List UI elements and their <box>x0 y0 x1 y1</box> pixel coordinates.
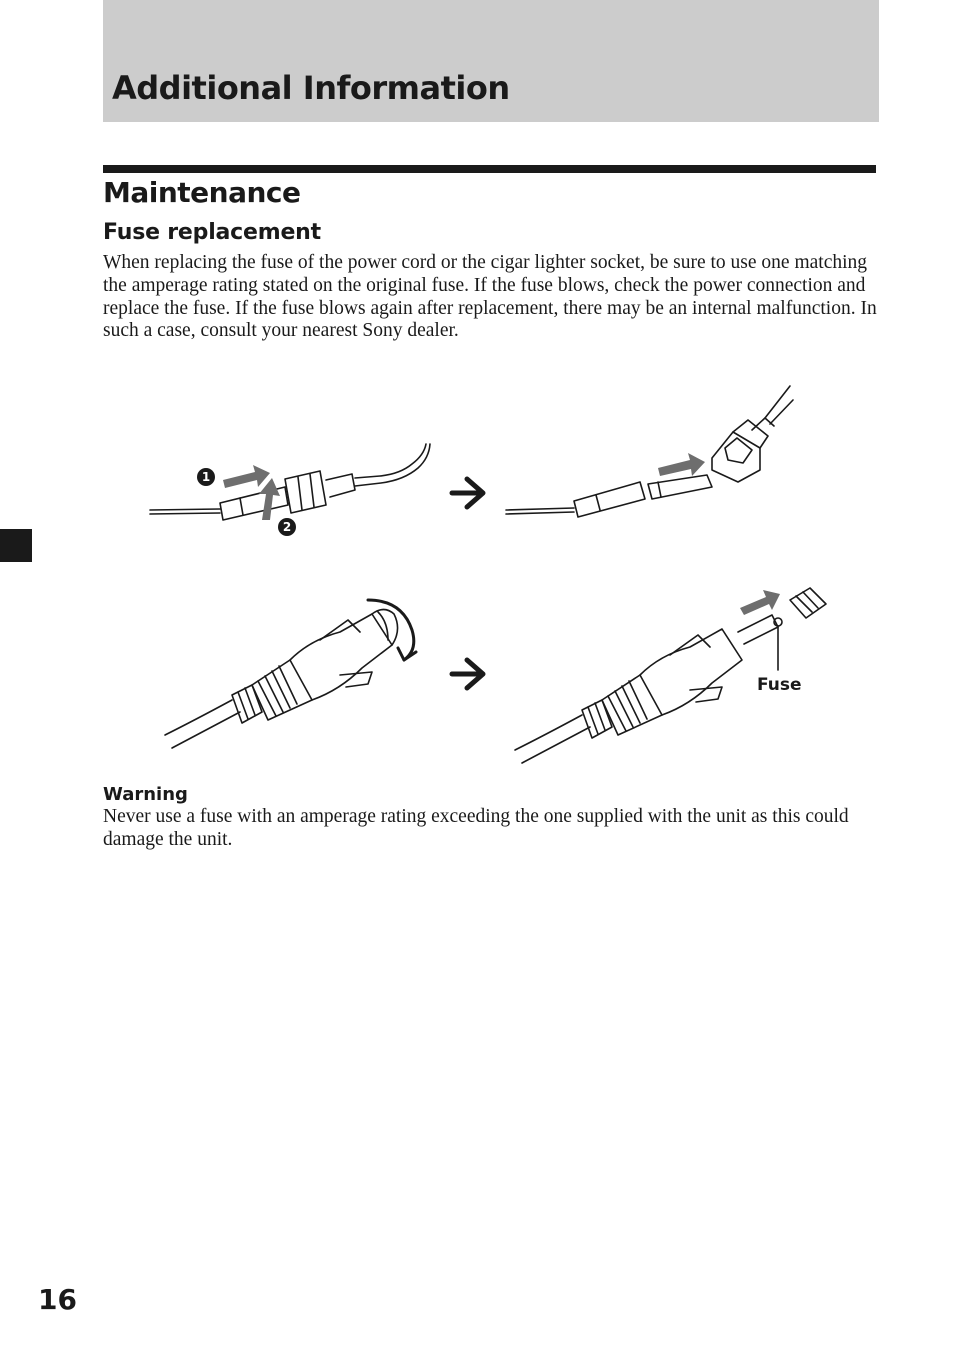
section-title: Maintenance <box>103 176 301 209</box>
inline-fuse-holder-closed-drawing <box>150 444 430 520</box>
cigar-lighter-plug-closed-drawing <box>165 610 398 749</box>
push-arrow-1 <box>223 465 270 488</box>
inline-fuse-holder-open-drawing <box>506 386 793 517</box>
warning-paragraph: Never use a fuse with an amperage rating exceeding the one supplied with the unit as this could damage the unit. <box>103 806 849 850</box>
next-step-arrow-icon-2 <box>452 660 483 688</box>
push-arrow-2 <box>259 478 280 520</box>
chapter-title: Additional Information <box>112 69 510 107</box>
rotate-arrow-icon <box>368 600 416 660</box>
step-marker-2-label: 2 <box>282 520 292 534</box>
page-number: 16 <box>38 1283 77 1316</box>
step-marker-1-label: 1 <box>201 470 211 484</box>
push-arrow-3 <box>658 453 705 476</box>
warning-title: Warning <box>103 784 188 805</box>
fuse-label: Fuse <box>757 675 802 695</box>
next-step-arrow-icon <box>452 479 483 507</box>
subsection-title: Fuse replacement <box>103 220 321 245</box>
pull-arrow <box>740 590 780 615</box>
fuse-replacement-paragraph: When replacing the fuse of the power cord or the cigar lighter socket, be sure to use one matching the amperage rating stated on the original fuse. If the fuse blows, check the power connection and replace the fuse. If the fuse blows again after replacement, there may be an internal malfunction. In such a case, consult your nearest Sony dealer. <box>103 252 877 342</box>
